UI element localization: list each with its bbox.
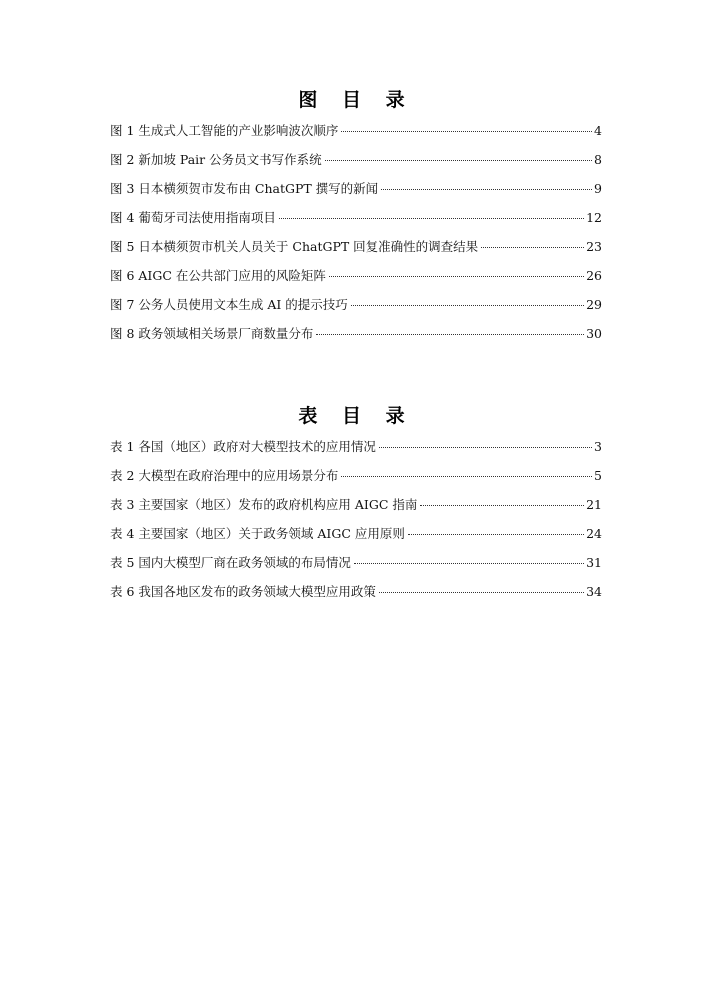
toc-entry[interactable] (110, 438, 602, 467)
tables-toc-list (110, 438, 602, 612)
toc-entry-page: 3 (594, 439, 602, 454)
toc-entry-label: 图 7 公务人员使用文本生成 AI 的提示技巧 (110, 297, 348, 312)
dot-leader (379, 592, 584, 593)
toc-entry-page: 5 (594, 468, 602, 483)
toc-entry-page: 34 (586, 584, 602, 599)
toc-entry-label: 图 3 日本横须贺市发布由 ChatGPT 撰写的新闻 (110, 181, 379, 196)
dot-leader (341, 476, 592, 477)
tables-toc-section (110, 402, 602, 612)
toc-entry-page: 24 (586, 526, 602, 541)
dot-leader (351, 305, 584, 306)
toc-entry-label: 表 3 主要国家（地区）发布的政府机构应用 AIGC 指南 (110, 497, 418, 512)
toc-entry[interactable] (110, 267, 602, 296)
dot-leader (381, 189, 592, 190)
dot-leader (341, 131, 592, 132)
toc-entry-page: 4 (594, 123, 602, 138)
toc-entry-page: 26 (586, 268, 602, 283)
toc-entry[interactable] (110, 467, 602, 496)
toc-entry[interactable] (110, 180, 602, 209)
toc-entry-label: 图 6 AIGC 在公共部门应用的风险矩阵 (110, 268, 326, 283)
toc-entry-label: 表 4 主要国家（地区）关于政务领域 AIGC 应用原则 (110, 526, 405, 541)
toc-entry[interactable] (110, 151, 602, 180)
dot-leader (354, 563, 584, 564)
toc-entry-page: 31 (586, 555, 602, 570)
toc-entry-label: 图 5 日本横须贺市机关人员关于 ChatGPT 回复准确性的调查结果 (110, 239, 479, 254)
dot-leader (325, 160, 592, 161)
dot-leader (481, 247, 584, 248)
toc-entry-label: 表 6 我国各地区发布的政务领域大模型应用政策 (110, 584, 376, 599)
dot-leader (329, 276, 584, 277)
toc-entry-page: 12 (586, 210, 602, 225)
toc-entry-page: 9 (594, 181, 602, 196)
toc-entry[interactable] (110, 583, 602, 612)
toc-entry[interactable] (110, 238, 602, 267)
toc-entry-label: 表 5 国内大模型厂商在政务领域的布局情况 (110, 555, 351, 570)
toc-entry-label: 图 8 政务领域相关场景厂商数量分布 (110, 326, 314, 341)
toc-entry-label: 图 1 生成式人工智能的产业影响波次顺序 (110, 123, 339, 138)
tables-toc-heading: 表 目 录 (298, 405, 414, 427)
toc-entry-page: 30 (586, 326, 602, 341)
toc-entry[interactable] (110, 209, 602, 238)
dot-leader (379, 447, 592, 448)
dot-leader (316, 334, 584, 335)
toc-entry[interactable] (110, 496, 602, 525)
toc-entry-page: 8 (594, 152, 602, 167)
toc-entry[interactable] (110, 525, 602, 554)
toc-entry[interactable] (110, 296, 602, 325)
toc-entry-label: 表 2 大模型在政府治理中的应用场景分布 (110, 468, 339, 483)
toc-entry[interactable] (110, 122, 602, 151)
toc-entry-label: 图 4 葡萄牙司法使用指南项目 (110, 210, 276, 225)
toc-entry-label: 图 2 新加坡 Pair 公务员文书写作系统 (110, 152, 322, 167)
toc-entry-page: 23 (586, 239, 602, 254)
dot-leader (408, 534, 584, 535)
figures-toc-list (110, 122, 602, 354)
dot-leader (420, 505, 584, 506)
toc-entry[interactable] (110, 554, 602, 583)
toc-entry-page: 29 (586, 297, 602, 312)
figures-toc-section (110, 86, 602, 354)
toc-entry[interactable] (110, 325, 602, 354)
dot-leader (279, 218, 584, 219)
toc-entry-page: 21 (586, 497, 602, 512)
figures-toc-heading: 图 目 录 (298, 89, 414, 111)
toc-entry-label: 表 1 各国（地区）政府对大模型技术的应用情况 (110, 439, 376, 454)
